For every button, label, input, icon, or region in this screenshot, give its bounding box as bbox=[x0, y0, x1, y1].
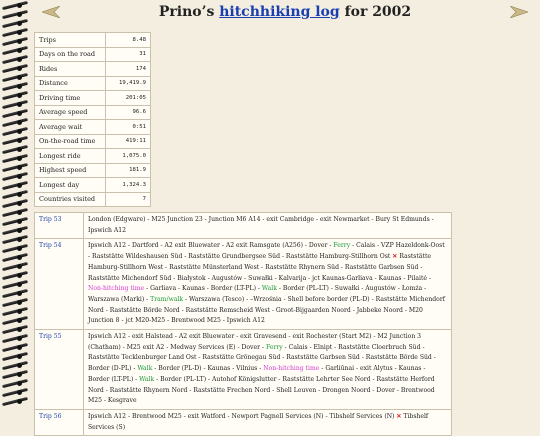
title-suffix: for 2002 bbox=[339, 4, 412, 20]
spiral-hole bbox=[17, 264, 22, 269]
spiral-coil bbox=[2, 280, 28, 289]
spiral-hole bbox=[17, 309, 22, 314]
stats-row bbox=[35, 134, 151, 149]
title-link[interactable]: hitchhiking log bbox=[219, 4, 340, 20]
spiral-hole bbox=[17, 138, 22, 143]
trip-label-link[interactable]: Trip 56 bbox=[35, 409, 84, 435]
stat-value: 7 bbox=[106, 192, 151, 207]
spiral-hole bbox=[17, 255, 22, 260]
spiral-hole bbox=[17, 75, 22, 80]
spiral-coil bbox=[2, 91, 28, 100]
spiral-coil bbox=[2, 253, 28, 262]
spiral-coil bbox=[2, 307, 28, 316]
walk-segment: Walk bbox=[137, 365, 153, 373]
spiral-coil bbox=[2, 325, 28, 334]
spiral-hole bbox=[17, 318, 22, 323]
stats-row bbox=[35, 149, 151, 164]
spiral-hole bbox=[17, 111, 22, 116]
stat-label: Countries visited bbox=[35, 192, 106, 207]
stat-value: 0:51 bbox=[106, 120, 151, 135]
spiral-coil bbox=[2, 190, 28, 199]
spiral-hole bbox=[17, 327, 22, 332]
trip-row bbox=[35, 409, 452, 435]
walk-segment: Walk bbox=[261, 285, 277, 293]
spiral-hole bbox=[17, 102, 22, 107]
spiral-coil bbox=[2, 64, 28, 73]
spiral-coil bbox=[2, 163, 28, 172]
stats-row bbox=[35, 105, 151, 120]
page-title bbox=[34, 4, 536, 20]
spiral-coil bbox=[2, 73, 28, 82]
spiral-hole bbox=[17, 381, 22, 386]
spiral-hole bbox=[17, 363, 22, 368]
stat-value: 201:05 bbox=[106, 91, 151, 106]
spiral-hole bbox=[17, 273, 22, 278]
trip-route bbox=[84, 409, 452, 435]
route-segment: - Warszawa (Tesco) - –Wrzośnia - Shell before border (PL-D) - Raststätte Michendorf Nord - Raststätte Börde Nord - Raststätte Remscheid West - Groot-Bijgaarden Noord - Jabbeke Noord - M20 Junction 8 - jct M20-M25 - Brentwood M25 - Ipswich A12 bbox=[88, 295, 445, 325]
stat-label: Distance bbox=[35, 76, 106, 91]
spiral-coil bbox=[2, 172, 28, 181]
spiral-coil bbox=[2, 46, 28, 55]
spiral-hole bbox=[17, 201, 22, 206]
stat-label: Highest speed bbox=[35, 163, 106, 178]
spiral-hole bbox=[17, 390, 22, 395]
page-content bbox=[34, 0, 536, 431]
stat-value: 8.48 bbox=[106, 33, 151, 48]
stats-table bbox=[34, 32, 151, 207]
trip-label-link[interactable]: Trip 55 bbox=[35, 330, 84, 410]
stat-label: Trips bbox=[35, 33, 106, 48]
stats-row bbox=[35, 62, 151, 77]
spiral-hole bbox=[17, 210, 22, 215]
spiral-coil bbox=[2, 19, 28, 28]
spiral-coil bbox=[2, 388, 28, 397]
spiral-coil bbox=[2, 217, 28, 226]
spiral-hole bbox=[17, 129, 22, 134]
stat-value: 181.9 bbox=[106, 163, 151, 178]
spiral-hole bbox=[17, 66, 22, 71]
walk-segment: Tram/walk bbox=[150, 295, 184, 303]
trip-route bbox=[84, 330, 452, 410]
cross-icon: ✕ bbox=[392, 253, 398, 261]
spiral-coil bbox=[2, 199, 28, 208]
stat-label: Longest ride bbox=[35, 149, 106, 164]
spiral-hole bbox=[17, 156, 22, 161]
trips-table bbox=[34, 212, 452, 436]
spiral-hole bbox=[17, 228, 22, 233]
spiral-coil bbox=[2, 298, 28, 307]
spiral-coil bbox=[2, 1, 28, 10]
spiral-hole bbox=[17, 12, 22, 17]
spiral-hole bbox=[17, 30, 22, 35]
spiral-coil bbox=[2, 136, 28, 145]
spiral-hole bbox=[17, 345, 22, 350]
stat-value: 174 bbox=[106, 62, 151, 77]
spiral-hole bbox=[17, 237, 22, 242]
trip-label-link[interactable]: Trip 53 bbox=[35, 213, 84, 239]
spiral-hole bbox=[17, 183, 22, 188]
spiral-coil bbox=[2, 82, 28, 91]
spiral-hole bbox=[17, 282, 22, 287]
stats-row bbox=[35, 163, 151, 178]
stats-row bbox=[35, 192, 151, 207]
spiral-coil bbox=[2, 55, 28, 64]
spiral-hole bbox=[17, 147, 22, 152]
spiral-hole bbox=[17, 3, 22, 8]
spiral-hole bbox=[17, 219, 22, 224]
stat-value: 96.6 bbox=[106, 105, 151, 120]
spiral-coil bbox=[2, 208, 28, 217]
spiral-hole bbox=[17, 48, 22, 53]
spiral-coil bbox=[2, 289, 28, 298]
ferry-segment: Ferry bbox=[265, 343, 283, 351]
spiral-coil bbox=[2, 127, 28, 136]
stat-value: 1,075.0 bbox=[106, 149, 151, 164]
spiral-hole bbox=[17, 93, 22, 98]
arrow-right-icon[interactable] bbox=[510, 6, 528, 18]
stat-value: 1,324.3 bbox=[106, 178, 151, 193]
notebook-spiral-binding bbox=[0, 0, 30, 405]
route-segment: - Calais - VZP Hazeldonk-Oost - Raststätte Wildeshausen Süd - Raststätte Grundbergsee Süd - Raststätte Hamburg-Stillhorn Ost bbox=[88, 242, 445, 261]
route-segment: Raststätte Hamburg-Stillhorn West - Raststätte Münsterland West - Raststätte Rhynern Süd - Raststätte Garbsen Süd - Raststätte Michendorf Süd - Białystok - Augustów - Suwałki - Kalvarija - jct Kaunas-Garliava - Kaunas - Pilaitė - bbox=[88, 253, 432, 282]
spiral-coil bbox=[2, 145, 28, 154]
spiral-hole bbox=[17, 354, 22, 359]
route-segment: Tibshelf Services (S) bbox=[88, 412, 429, 431]
spiral-coil bbox=[2, 235, 28, 244]
spiral-coil bbox=[2, 316, 28, 325]
spiral-coil bbox=[2, 262, 28, 271]
spiral-coil bbox=[2, 244, 28, 253]
stats-row bbox=[35, 178, 151, 193]
spiral-coil bbox=[2, 379, 28, 388]
stats-row bbox=[35, 76, 151, 91]
stats-row bbox=[35, 47, 151, 62]
spiral-coil bbox=[2, 118, 28, 127]
spiral-hole bbox=[17, 300, 22, 305]
spiral-coil bbox=[2, 370, 28, 379]
trip-row bbox=[35, 330, 452, 410]
ferry-segment: Ferry bbox=[333, 242, 351, 250]
spiral-coil bbox=[2, 343, 28, 352]
route-segment: - Garliava - Kaunas - Border (LT-PL) - bbox=[144, 285, 262, 293]
nonhitch-segment: Non-hitching time bbox=[263, 365, 320, 373]
spiral-hole bbox=[17, 372, 22, 377]
spiral-hole bbox=[17, 39, 22, 44]
spiral-coil bbox=[2, 334, 28, 343]
spiral-coil bbox=[2, 352, 28, 361]
stat-label: Average speed bbox=[35, 105, 106, 120]
stat-label: Average wait bbox=[35, 120, 106, 135]
spiral-hole bbox=[17, 57, 22, 62]
spiral-hole bbox=[17, 192, 22, 197]
stat-label: Driving time bbox=[35, 91, 106, 106]
spiral-coil bbox=[2, 271, 28, 280]
stat-label: On-the-road time bbox=[35, 134, 106, 149]
spiral-hole bbox=[17, 174, 22, 179]
nonhitch-segment: Non-hitching time bbox=[88, 285, 145, 293]
stat-value: 419:11 bbox=[106, 134, 151, 149]
spiral-coil bbox=[2, 100, 28, 109]
route-segment: - Border (PL-LT) - Suwałki - Augustów - Łomża - Warszawa (Marki) - bbox=[88, 285, 427, 303]
spiral-coil bbox=[2, 28, 28, 37]
stat-value: 19,419.9 bbox=[106, 76, 151, 91]
spiral-hole bbox=[17, 246, 22, 251]
spiral-hole bbox=[17, 21, 22, 26]
spiral-coil bbox=[2, 361, 28, 370]
cross-icon: ✕ bbox=[396, 412, 402, 420]
trip-row bbox=[35, 239, 452, 330]
spiral-coil bbox=[2, 109, 28, 118]
stats-row bbox=[35, 120, 151, 135]
route-segment: - Calais - Elnipt - Raststätte Cloerbruch Süd - Raststätte Tecklenburger Land Ost - Raststätte Grönegau Süd - Raststätte Garbsen Süd - Raststätte Börde Süd - Border (D-PL) - bbox=[88, 343, 436, 373]
stats-row bbox=[35, 33, 151, 48]
stat-label: Rides bbox=[35, 62, 106, 77]
route-segment: Ipswich A12 - exit Halstead - A2 exit Bluewater - exit Gravesend - exit Rochester (Start M2) - M2 Junction 3 (Chatham) - M25 exit A2 - Medway Services (E) - Dover - bbox=[88, 333, 422, 351]
stats-row bbox=[35, 91, 151, 106]
spiral-hole bbox=[17, 165, 22, 170]
spiral-hole bbox=[17, 336, 22, 341]
title-prefix: Prino’s bbox=[158, 4, 220, 20]
spiral-hole bbox=[17, 399, 22, 404]
spiral-coil bbox=[2, 154, 28, 163]
route-segment: - Garliūnai - exit Alytus - Kaunas - Border (LT-PL) - bbox=[88, 365, 426, 383]
trip-label-link[interactable]: Trip 54 bbox=[35, 239, 84, 330]
trip-row bbox=[35, 213, 452, 239]
stat-label: Longest day bbox=[35, 178, 106, 193]
route-segment: Ipswich A12 - Dartford - A2 exit Bluewater - A2 exit Ramsgate (A256) - Dover - bbox=[88, 242, 334, 250]
spiral-hole bbox=[17, 84, 22, 89]
stat-value: 31 bbox=[106, 47, 151, 62]
route-segment: London (Edgware) - M25 Junction 23 - Junction M6 A14 - exit Cambridge - exit Newmarket - Bury St Edmunds - Ipswich A12 bbox=[88, 216, 434, 234]
spiral-coil bbox=[2, 37, 28, 46]
spiral-hole bbox=[17, 120, 22, 125]
trip-route bbox=[84, 213, 452, 239]
route-segment: - Border (PL-LT) - Autohof Königslutter - Raststätte Lehrter See Nord - Raststätte Herford Nord - Raststätte Rhynern Nord - Raststätte Frechen Nord - Shell Leuven - Drongen Noord - Dover - Brentwood M25 - Kesgrave bbox=[88, 375, 435, 405]
trip-route bbox=[84, 239, 452, 330]
route-segment: - Border (PL-D) - Kaunas - Vilnius - bbox=[152, 365, 264, 373]
route-segment: Ipswich A12 - Brentwood M25 - exit Watford - Newport Pagnell Services (N) - Tibshelf Services (N) bbox=[88, 412, 397, 420]
walk-segment: Walk bbox=[139, 375, 155, 383]
spiral-coil bbox=[2, 226, 28, 235]
spiral-coil bbox=[2, 10, 28, 19]
spiral-hole bbox=[17, 291, 22, 296]
stat-label: Days on the road bbox=[35, 47, 106, 62]
spiral-coil bbox=[2, 181, 28, 190]
